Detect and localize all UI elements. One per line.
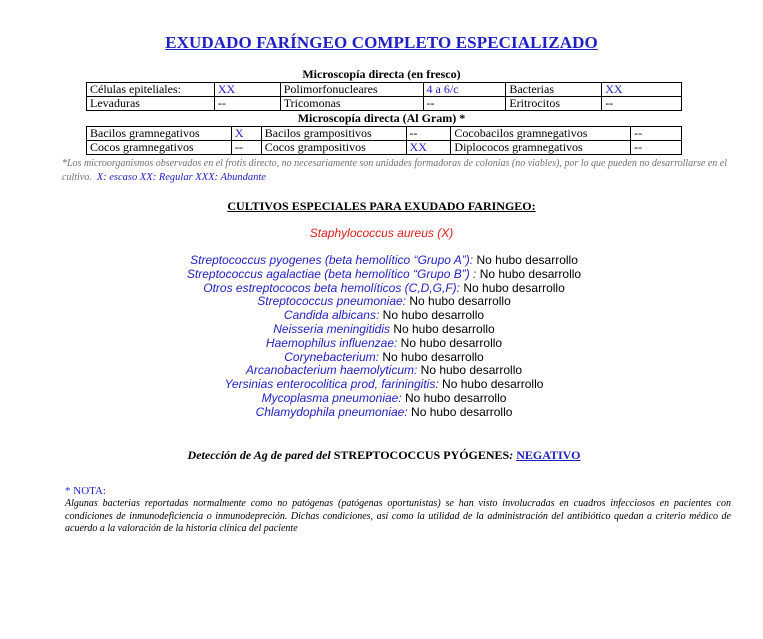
cell-label: Células epiteliales: [87, 83, 215, 97]
abundance-legend: X: escaso XX: Regular XXX: Abundante [96, 172, 266, 183]
cell-label: Bacilos gramnegativos [87, 127, 232, 141]
list-item [0, 282, 763, 296]
culture-organism: Yersinias enterocolitica prod, fariningitis: [224, 377, 439, 392]
table-row [87, 141, 682, 155]
culture-organism: Haemophilus influenzae: [265, 335, 398, 350]
cultures-heading: CULTIVOS ESPECIALES PARA EXUDADO FARINGEO: [227, 199, 536, 213]
list-item [0, 268, 763, 282]
table-row [87, 83, 682, 97]
footnote-text: *Los microorganismos observados en el frotis directo, no necesariamente son unidades formadoras de colonias (no viables), por lo que pueden no desarrollarse en el cultivo. [62, 158, 728, 183]
list-item [0, 392, 763, 406]
note-label: * NOTA: [65, 485, 106, 497]
cell-value: -- [406, 127, 451, 141]
culture-result: No hubo desarrollo [401, 390, 507, 405]
list-item [0, 254, 763, 268]
list-item [0, 295, 763, 309]
cell-value: -- [231, 141, 261, 155]
list-item [0, 351, 763, 365]
culture-organism: Streptococcus agalactiae (beta hemolítico “Grupo B”) : [186, 266, 477, 281]
cell-label: Cocos grampositivos [261, 141, 406, 155]
cell-value: XX [406, 141, 451, 155]
culture-result: No hubo desarrollo [438, 377, 544, 392]
antigen-prefix: Detección de Ag de pared del [187, 448, 334, 462]
cell-value: XX [602, 83, 682, 97]
culture-result: No hubo desarrollo [406, 294, 511, 309]
cell-value: -- [631, 141, 682, 155]
gram-microscopy-heading: Microscopía directa (Al Gram) * [297, 111, 466, 125]
list-item [0, 309, 763, 323]
culture-result: No hubo desarrollo [417, 363, 523, 378]
list-item [0, 323, 763, 337]
culture-organism: Streptococcus pneumoniae: [257, 294, 407, 309]
culture-result: No hubo desarrollo [476, 266, 582, 281]
cell-label: Tricomonas [280, 97, 423, 111]
culture-result: No hubo desarrollo [378, 349, 484, 364]
list-item [0, 364, 763, 378]
cell-label: Diplococos gramnegativos [451, 141, 631, 155]
cell-value: XX [214, 83, 280, 97]
antigen-detection-line [0, 448, 763, 463]
positive-culture: Staphylococcus aureus (X) [309, 226, 454, 240]
culture-result: No hubo desarrollo [473, 253, 578, 267]
culture-organism: Candida albicans: [283, 308, 380, 323]
note-text: Algunas bacterias reportadas normalmente como no patógenas (patógenas oportunistas) se han visto involucradas en cuadros infecciosos en pacientes con condiciones de inmunodeficiencia o inmunodepreción. Dichas condiciones, así como la utilidad de la administración del antibiótico quedan a criterio médico de acuerdo a la valoración de la historia clínica del paciente [65, 498, 731, 534]
antigen-colon: : [509, 448, 517, 462]
cell-label: Cocobacilos gramnegativos [451, 127, 631, 141]
culture-organism: Arcanobacterium haemolyticum: [245, 363, 418, 378]
table-row [87, 127, 682, 141]
antigen-organism: STREPTOCOCCUS PYÓGENES [333, 448, 510, 462]
cell-label: Eritrocitos [506, 97, 602, 111]
culture-result: No hubo desarrollo [407, 404, 513, 419]
antigen-result: NEGATIVO [516, 448, 581, 462]
list-item [0, 378, 763, 392]
culture-result: No hubo desarrollo [460, 280, 565, 295]
table-row [87, 97, 682, 111]
culture-organism: Chlamydophila pneumoniae: [255, 404, 408, 419]
culture-result: No hubo desarrollo [389, 321, 495, 336]
gram-microscopy-table [86, 126, 682, 155]
fresh-microscopy-heading: Microscopía directa (en fresco) [302, 67, 461, 81]
cell-value: -- [602, 97, 682, 111]
cell-value: -- [631, 127, 682, 141]
microscopy-footnote [62, 157, 742, 185]
culture-result: No hubo desarrollo [379, 308, 485, 323]
cell-value: -- [214, 97, 280, 111]
cell-value: 4 a 6/c [423, 83, 506, 97]
cell-label: Polimorfonucleares [280, 83, 423, 97]
culture-results-list [0, 254, 763, 420]
list-item [0, 337, 763, 351]
culture-organism: Streptococcus pyogenes (beta hemolítico “Grupo A”): [190, 253, 474, 267]
cell-value: -- [423, 97, 506, 111]
culture-organism: Mycoplasma pneumoniae: [261, 390, 402, 405]
cell-label: Bacterias [506, 83, 602, 97]
cell-label: Cocos gramnegativos [87, 141, 232, 155]
culture-organism: Otros estreptococos beta hemolíticos (C,D,G,F): [203, 280, 461, 295]
fresh-microscopy-table [86, 82, 682, 111]
cell-label: Bacilos grampositivos [261, 127, 406, 141]
culture-organism: Corynebacterium: [284, 349, 379, 364]
cell-value: X [231, 127, 261, 141]
list-item [0, 406, 763, 420]
report-title: EXUDADO FARÍNGEO COMPLETO ESPECIALIZADO [165, 33, 598, 52]
cell-label: Levaduras [87, 97, 215, 111]
culture-organism: Neisseria meningitidis [273, 321, 390, 336]
culture-result: No hubo desarrollo [397, 335, 503, 350]
